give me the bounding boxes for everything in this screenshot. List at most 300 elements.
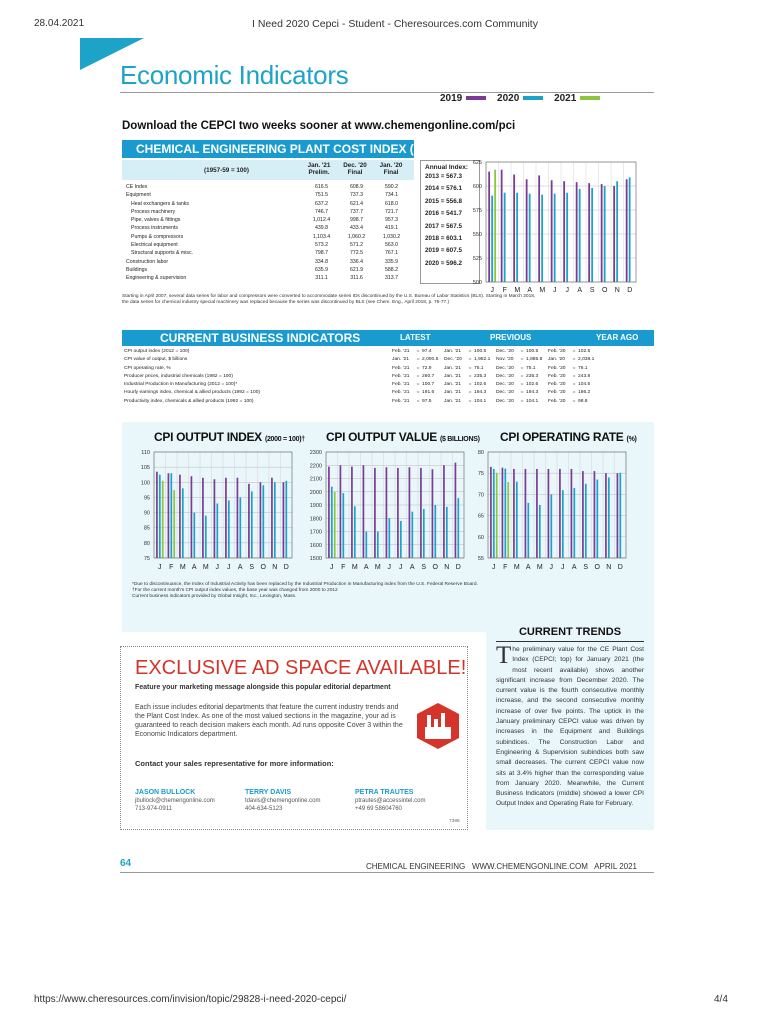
cbi-cell: = [572,349,576,354]
month-label: S [421,564,427,571]
current-trends-body [496,642,644,810]
month-label: N [444,564,450,571]
cbi-cell: = [468,390,472,396]
cbi-cell: = [520,357,524,363]
annual-index-label: Annual Index: [425,164,468,171]
cbi-col-year-ago: YEAR AGO [596,333,639,342]
bar-2019 [340,465,342,558]
cbi-cell: = [572,390,576,396]
year-legend [440,93,608,104]
month-label: J [492,564,496,571]
cepci-cell: 1,103.4 [312,233,331,240]
bar-2019 [559,469,561,558]
ad-rep-email[interactable]: ptrautes@accessintel.com [355,798,426,804]
bar-2019 [513,174,515,282]
cepci-row [126,241,409,249]
month-label: J [565,287,569,294]
cepci-cell: 608.9 [350,184,363,190]
cbi-cell: Dec. '20 [496,382,514,388]
month-label: O [432,564,438,571]
cepci-col-jan20: Jan. '20 Final [379,162,403,176]
y-tick-label: 1800 [309,516,322,523]
cbi-banner [122,330,654,346]
cbi-cell: 102.6 [474,382,487,388]
bar-2019 [626,179,628,282]
cbi-cell: = [520,398,524,404]
cbi-cell: = [468,365,472,371]
cbi-cell: = [572,398,576,404]
month-label: M [513,564,520,571]
cepci-cell: 588.2 [385,266,398,273]
cbi-cell: = [520,373,524,379]
bar-2020 [354,506,356,558]
cbi-col-previous: PREVIOUS [490,333,532,342]
cbi-row-label: Hourly earnings index, chemical & allied products (1992 = 100) [124,390,261,396]
legend-2019-swatch [466,96,486,100]
month-label: J [387,564,391,571]
cepci-col-jan21: Jan. '21 Prelim. [307,162,331,176]
bar-2020 [579,189,581,282]
month-label: J [227,564,231,571]
bar-2020 [411,512,413,558]
bar-2020 [159,475,161,558]
y-tick-label: 1900 [309,503,322,509]
month-label: F [502,287,507,294]
bar-2020 [205,516,207,558]
bar-2019 [409,467,411,558]
cbi-cell: Feb. '21 [392,349,410,354]
cbi-cell: 2,000.5 [422,357,439,363]
bar-2019 [548,469,550,558]
month-label: A [409,564,415,571]
cbi-cell: Dec. '20 [496,349,514,354]
download-banner[interactable]: Download the CEPCI two weeks sooner at www.chemengonline.com/pci [122,120,516,132]
y-tick-label: 90 [143,510,150,517]
bar-2020 [457,498,459,558]
ad-rep-name: TERRY DAVIS [245,789,292,796]
cepci-row [126,208,409,216]
cepci-cell: 1,012.4 [312,217,331,224]
cbi-cell: 75.1 [526,365,536,371]
bar-2020 [629,177,631,282]
bar-2019 [588,183,590,282]
bar-2019 [490,467,492,558]
month-label: N [606,564,612,571]
y-tick-label: 70 [477,492,484,499]
bar-2020 [377,532,379,559]
month-label: D [283,564,289,571]
cepci-row [126,258,409,266]
cbi-row-label: Industrial Production in Manufacturing (2012 = 100)* [124,382,238,388]
cbi-cell: Feb. '20 [548,398,566,404]
cbi-cell: 100.5 [474,349,487,354]
y-tick-label: 105 [140,465,150,472]
cepci-cell: 313.7 [385,275,398,282]
ad-body: Each issue includes editorial departments that feature the current industry trends and the Plant Cost Index. As one of the most valued sections in the magazine, your ad is guaranteed to reach decision makers each month. Ad runs opposite Cover 3 within the Economic Indicators department. [135,704,403,738]
ad-subheadline: Feature your marketing message alongside this popular editorial department [135,684,391,691]
bar-2020 [388,518,390,558]
cbi-cell: = [416,357,420,363]
bar-2019 [526,179,528,282]
bar-2020 [550,494,552,558]
cbi-cell: 100.5 [526,349,539,354]
bar-2019 [488,172,490,282]
cbi-cell: 102.6 [526,382,539,388]
cbi-cell: = [520,349,524,354]
month-label: M [374,564,381,571]
cbi-cell: = [520,390,524,396]
bar-2019 [594,471,596,558]
legend-2021-label: 2021 [554,93,577,104]
month-label: A [571,564,577,571]
section-title: Economic Indicators [120,60,349,90]
cepci-cell: 573.2 [315,242,328,249]
bar-2020 [216,503,218,558]
cepci-row [126,266,409,274]
cepci-cell: 571.2 [350,242,363,249]
bar-2021 [496,473,498,558]
cbi-cell: 76.1 [578,365,588,371]
cepci-cell: 621.4 [350,200,363,207]
month-label: O [594,564,600,571]
print-url[interactable]: https://www.cheresources.com/invision/topic/29828-i-need-2020-cepci/ [34,994,347,1005]
bar-2019 [420,468,422,558]
cbi-table [124,348,600,406]
cepci-cell: 433.4 [350,225,363,232]
bar-2020 [400,521,402,558]
cpi-operating-rate-title [500,430,637,444]
cbi-cell: Feb. '21 [392,398,410,404]
cpi-output-value-title-text: CPI OUTPUT VALUE [326,430,437,444]
cbi-cell: = [416,390,420,396]
bar-2019 [617,473,619,558]
cepci-column-header [122,160,414,180]
bar-2020 [170,473,172,558]
cbi-row [124,389,600,397]
bar-2019 [237,478,239,558]
y-tick-label: 110 [141,450,150,456]
month-label: M [539,287,546,294]
bar-2019 [363,465,365,558]
cbi-cell: 104.1 [526,398,539,404]
footer-rule [120,872,654,873]
bar-2020 [285,481,287,558]
cbi-note-1: *Due to discontinuance, the Index of Industrial Activity has been replaced by the Industrial Production in Manufacturing index from the U.S. Federal Reserve Board. [132,582,478,587]
cbi-cell: Dec. '20 [496,390,514,396]
month-label: F [503,564,508,571]
cbi-cell: = [416,398,420,404]
bar-2020 [228,500,230,558]
bar-2020 [554,194,556,282]
cepci-cell: 621.9 [350,266,363,273]
cbi-cell: Jan. '21 [444,373,461,379]
cbi-cell: Dec. '20 [496,365,514,371]
bar-2019 [397,468,399,558]
y-tick-label: 600 [472,184,482,190]
cepci-cell: 746.7 [315,208,328,215]
bar-2020 [331,487,333,558]
cbi-cell: Jan. '21 [444,390,461,396]
cbi-cell: = [468,382,472,388]
bar-2020 [239,497,241,558]
cbi-cell: 235.3 [474,373,487,379]
bar-2019 [328,467,330,558]
cepci-row-label: Equipment [126,192,151,199]
cbi-row [124,356,600,364]
month-label: M [179,564,186,571]
cbi-cell: 100.7 [422,382,435,388]
cbi-cell: 104.5 [578,382,591,388]
y-tick-label: 95 [143,495,150,502]
cbi-cell: Feb. '21 [392,390,410,396]
cepci-cell: 419.1 [385,225,398,232]
cbi-row [124,381,600,389]
cbi-col-latest: LATEST [400,333,431,342]
current-trends-title: CURRENT TRENDS [496,626,644,642]
month-label: J [215,564,219,571]
bar-2020 [516,193,518,282]
cbi-cell: 102.5 [578,349,591,354]
cepci-cell: 721.7 [385,208,398,215]
bar-2020 [516,482,518,558]
month-label: A [363,564,369,571]
cbi-row-label: CPI value of output, $ billions [124,357,188,363]
bar-2019 [501,170,503,282]
cbi-cell: = [468,349,472,354]
month-label: J [158,564,162,571]
y-tick-label: 55 [477,556,484,562]
cepci-cell: 311.6 [350,275,363,282]
y-tick-label: 550 [472,232,482,238]
magazine-footer: CHEMICAL ENGINEERING WWW.CHEMENGONLINE.COM APRIL 2021 [366,862,638,871]
cbi-cell: = [468,373,472,379]
print-page-number: 4/4 [714,994,728,1005]
y-tick-label: 2300 [309,450,322,456]
cbi-cell: 194.3 [526,390,539,396]
month-label: S [589,287,595,294]
cbi-cell: Jan. '21 [444,365,461,371]
cepci-cell: 335.9 [385,258,398,265]
cbi-row-label: CPI output index (2012 = 100) [124,349,190,354]
bar-2020 [504,469,506,558]
cepci-cell: 751.5 [315,192,328,199]
annual-index-item: 2013 = 567.3 [425,173,462,180]
ad-rep-phone: +49 69 58604760 [355,806,402,812]
annual-index-item: 2018 = 603.1 [425,234,462,242]
month-label: O [260,564,266,571]
bar-2020 [585,484,587,558]
print-title: I Need 2020 Cepci - Student - Cheresources.com Community [252,18,538,30]
cbi-cell: = [468,357,472,363]
cpi-output-index-chart [128,446,298,574]
bar-2020 [504,193,506,282]
bar-2019 [179,475,181,558]
bar-2019 [191,476,193,558]
bar-2019 [601,184,603,282]
month-label: N [614,287,620,294]
cbi-cell: = [416,349,420,354]
cepci-monthly-chart [472,158,658,294]
bar-2020 [566,193,568,282]
bar-2019 [260,482,262,558]
cpi-output-value-chart [300,446,470,574]
cepci-cell: 618.0 [385,200,398,207]
bar-2019 [605,473,607,558]
cbi-cell: 97.4 [422,349,432,354]
bar-2019 [432,469,434,558]
y-tick-label: 2100 [309,476,322,483]
cepci-base-label: (1957-59 = 100) [204,167,249,174]
cbi-note-2: †For the current month's CPI output index values, the base year was changed from 2000 to 2012 [132,588,338,593]
bar-2021 [162,481,164,558]
cepci-row-label: Electrical equipment [131,242,178,249]
month-label: J [549,564,553,571]
y-tick-label: 60 [477,534,484,541]
y-tick-label: 85 [143,525,150,532]
bar-2019 [202,478,204,558]
bar-2020 [619,473,621,558]
cepci-cell: 734.1 [385,192,398,199]
ad-rep-name: PETRA TRAUTES [355,789,414,796]
y-tick-label: 500 [472,280,482,286]
cpi-operating-rate-chart [470,446,640,574]
month-label: M [536,564,543,571]
cepci-cell: 336.4 [350,258,363,265]
cbi-cell: Jan. '21 [444,398,461,404]
month-label: F [169,564,174,571]
cepci-cell: 616.5 [315,184,328,190]
y-tick-label: 1700 [309,529,322,536]
month-label: F [341,564,346,571]
cbi-cell: Dec. '20 [444,357,462,363]
cbi-cell: Feb. '20 [548,373,566,379]
current-trends-text: he preliminary value for the CE Plant Cost Index (CEPCI; top) for January 2021 (the most recent available) shows another significant increase from December 2020. The current value is the fourth consecutive monthly increase, and the second consecutive monthly increase of over five points. The uptick in the January preliminary CEPCI value was driven by increases in the Equipment and Buildings subindices. The Construction Labor and Engineering & Supervision subindices both saw small decreases. The current CEPCI value now sits at 3.4% higher than the corresponding value from January 2020. Meanwhile, the Current Business Indicators (middle) showed a lower CPI Output Index and Operating Rate for February. [496,646,644,808]
bar-2019 [525,469,527,558]
cbi-row [124,373,600,381]
ad-rep-email[interactable]: tdavis@chemengonline.com [245,798,321,804]
cbi-notes [132,582,478,600]
bar-2020 [193,513,195,558]
bar-2019 [536,469,538,558]
bar-2020 [604,186,606,282]
month-label: J [399,564,403,571]
cbi-cell: = [416,382,420,388]
bar-2020 [541,195,543,282]
bar-2020 [591,188,593,282]
bar-2019 [551,180,553,282]
legend-2019-label: 2019 [440,93,463,104]
ad-contact-line: Contact your sales representative for more information: [135,759,334,768]
cepci-cell: 1,030.2 [382,233,401,240]
cepci-col-dec20: Dec. '20 Final [343,162,367,176]
cepci-row-label: Structural supports & misc. [131,250,193,257]
month-label: O [602,287,608,294]
cbi-cell: = [572,357,576,363]
ad-rep [245,789,320,813]
bar-2020 [527,503,529,558]
cbi-cell: = [520,365,524,371]
month-label: S [583,564,589,571]
cepci-row-label: Pipe, valves & fittings [131,217,181,224]
cepci-banner: CHEMICAL ENGINEERING PLANT COST INDEX (CEPCI) [122,140,414,158]
month-label: J [561,564,565,571]
month-label: M [514,287,521,294]
month-label: J [490,287,494,294]
bar-2019 [582,471,584,558]
cbi-cell: = [416,373,420,379]
cepci-row [126,224,409,232]
cbi-cell: = [572,382,576,388]
bar-2020 [182,488,184,558]
bar-2019 [443,465,445,558]
cbi-title: CURRENT BUSINESS INDICATORS [160,331,361,345]
cpi-operating-rate-unit: (%) [626,436,637,443]
cbi-cell: Dec. '20 [496,373,514,379]
cepci-row-label: Pumps & compressors [131,233,184,240]
ad-code: 7386 [449,819,460,824]
cpi-output-index-unit: (2000 = 100)† [264,436,305,443]
month-label: A [191,564,197,571]
bar-2019 [386,467,388,558]
bar-2020 [596,480,598,558]
annual-index-item: 2015 = 556.8 [425,197,462,205]
cbi-cell: 235.3 [526,373,539,379]
month-label: A [525,564,531,571]
bar-2021 [334,492,336,558]
month-label: D [627,287,633,294]
cepci-cell: 737.3 [350,192,363,199]
cbi-cell: Feb. '20 [548,365,566,371]
bar-2020 [562,490,564,558]
bar-2020 [529,194,531,282]
month-label: A [577,287,583,294]
bar-2019 [455,463,457,558]
month-label: D [617,564,623,571]
cpi-output-index-title-text: CPI OUTPUT INDEX [154,430,262,444]
cepci-cell: 439.8 [315,225,328,232]
y-tick-label: 75 [143,556,150,562]
cepci-row [126,274,409,282]
cbi-cell: 243.8 [578,373,591,379]
cbi-cell: 2,038.1 [578,357,595,363]
bar-2019 [351,467,353,558]
cbi-cell: 1,885.8 [526,357,543,363]
annual-index-item: 2014 = 576.1 [425,185,462,193]
magazine-page-number: 64 [120,858,132,869]
cepci-row-label: Process machinery [131,208,176,215]
current-trends-box [486,620,654,830]
ad-box[interactable] [120,646,468,830]
ad-rep-email[interactable]: jbullock@chemengonline.com [135,798,215,804]
cepci-cell: 311.1 [315,275,328,282]
cepci-cell: 798.7 [315,250,328,257]
annual-index-box [420,160,480,284]
cbi-cell: Feb. '20 [548,349,566,354]
bar-2019 [571,469,573,558]
bar-2021 [494,170,496,282]
bar-2019 [538,175,540,282]
bar-2020 [262,485,264,558]
bar-2019 [248,484,250,558]
cepci-row-label: Buildings [126,266,148,273]
cbi-cell: = [416,365,420,371]
annual-index-item: 2019 = 607.5 [425,247,462,255]
cpi-operating-rate-title-text: CPI OPERATING RATE [500,430,624,444]
y-tick-label: 2000 [309,489,322,496]
cepci-note: Starting in April 2007, several data series for labor and compressors were converted to accommodate series IDs discontinued by the U.S. Bureau of Labor Statistics (BLS). Starting in March 2018, the data series for chemical industry special machinery was replaced because the series was discontinued by BLS (see Chem. Eng., April 2018, p. 76-77.) [122,294,536,305]
cepci-cell: 590.2 [385,184,398,190]
cepci-cell: 334.8 [315,258,328,265]
